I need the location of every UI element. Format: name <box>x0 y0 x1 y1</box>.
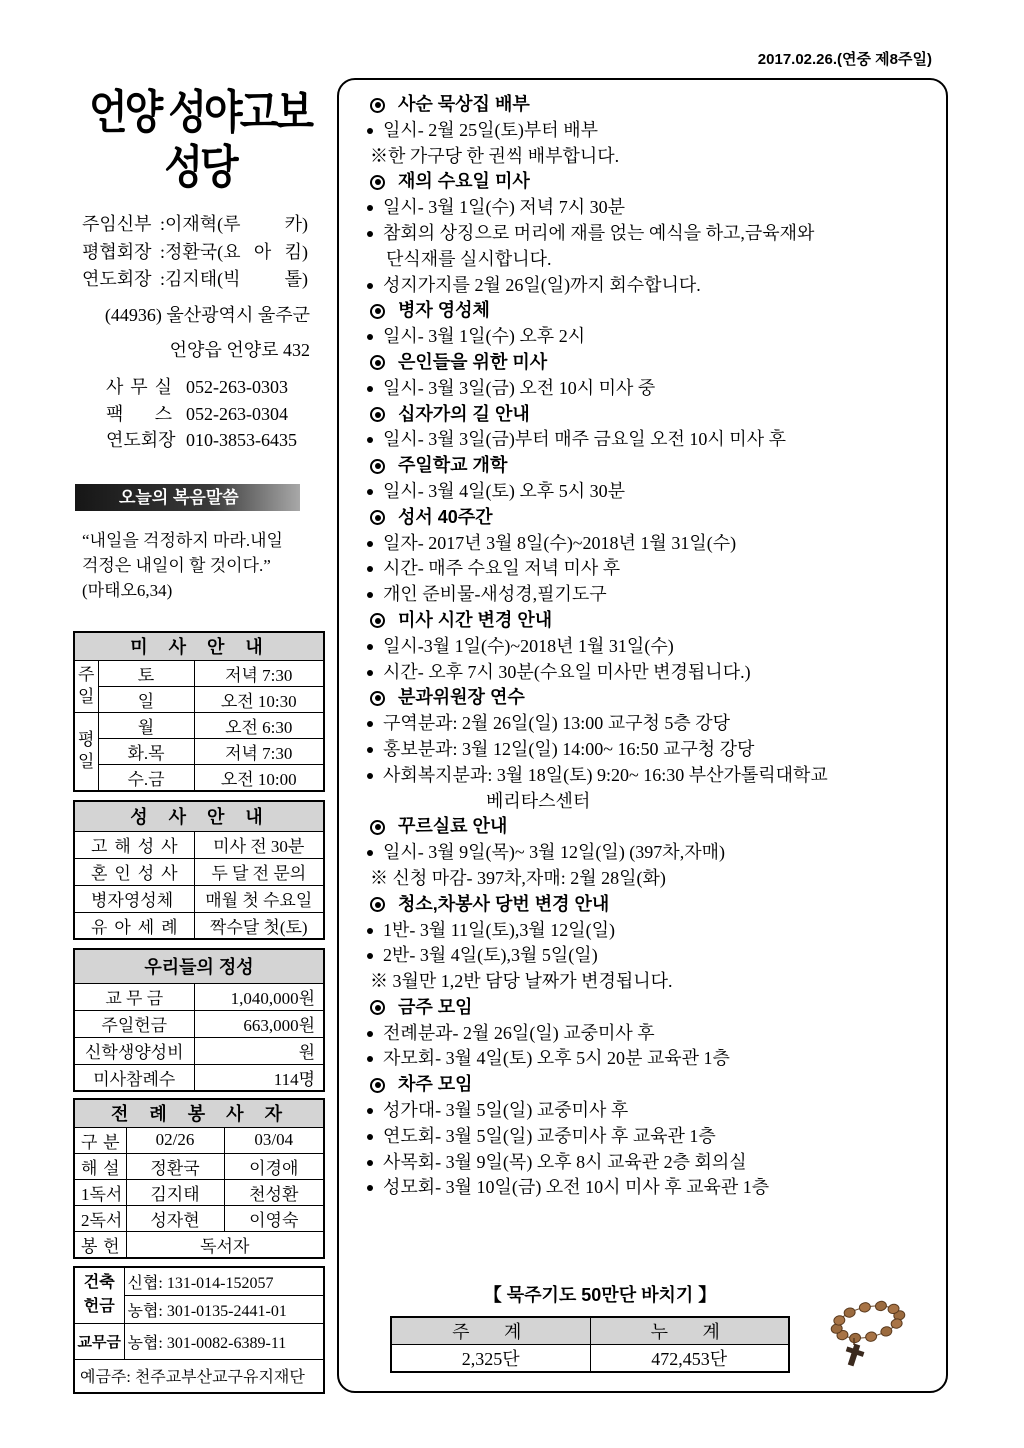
minister-role: 1독서 <box>74 1179 126 1205</box>
target-icon <box>370 897 385 912</box>
staff-list <box>82 211 308 294</box>
staff-role: 주임신부 <box>82 214 152 234</box>
gospel-reference: (마태오6,34) <box>82 581 173 600</box>
staff-name: :김지태(빅 톨) <box>160 269 308 289</box>
mass-group-label: 주일 <box>78 665 95 706</box>
rosary-cumulative-total: 472,453단 <box>590 1345 789 1373</box>
notice-line <box>362 918 942 944</box>
notice-title: 주일학교 개학 <box>398 455 508 476</box>
mass-time: 저녁 7:30 <box>194 738 324 764</box>
staff-role: 연도회장 <box>82 269 152 289</box>
notice-line <box>362 943 942 969</box>
rosary-weekly-total: 2,325단 <box>391 1345 590 1373</box>
parish-dues-label-text: 교무금 <box>77 1333 121 1351</box>
offerings-title: 우리들의 정성 <box>74 949 324 983</box>
notice-title: 성서 40주간 <box>398 506 493 527</box>
notice-line <box>362 324 942 350</box>
target-icon <box>370 510 385 525</box>
notice-text: 전례분과- 2월 26일(일) 교중미사 후 <box>383 1022 655 1043</box>
notice-heading <box>362 995 942 1021</box>
bullet-icon <box>367 747 373 753</box>
notice-heading <box>362 1072 942 1098</box>
ministers-title: 전 례 봉 사 자 <box>74 1099 324 1127</box>
mass-time: 오전 6:30 <box>194 712 324 738</box>
target-icon <box>370 691 385 706</box>
bullet-icon <box>367 128 373 134</box>
notice-line <box>362 376 942 402</box>
notice-text: 자모회- 3월 4일(토) 오후 5시 20분 교육관 1층 <box>383 1048 730 1069</box>
notice-heading <box>362 453 942 479</box>
target-icon <box>370 613 385 628</box>
target-icon <box>370 459 385 474</box>
mass-time: 오전 10:00 <box>194 764 324 791</box>
notice-title: 금주 모임 <box>398 996 473 1017</box>
parish-title-line1: 언양 성야고보 <box>89 87 311 139</box>
target-icon <box>370 355 385 370</box>
notice-text: 개인 준비물-새성경,필기도구 <box>383 584 607 605</box>
bullet-icon <box>367 592 373 598</box>
rosary-campaign-title: 【 묵주기도 50만단 바치기 】 <box>483 1285 717 1305</box>
offering-amount: 663,000원 <box>194 1010 324 1037</box>
notice-text: 구역분과: 2월 26일(일) 13:00 교구청 5층 강당 <box>383 713 731 734</box>
notice-text: 일시- 3월 9일(목)~ 3월 12일(일) (397차,자매) <box>383 842 725 863</box>
notice-section <box>362 892 942 995</box>
notice-text: 1반- 3월 11일(토),3월 12일(일) <box>383 919 616 940</box>
notice-line <box>362 1098 942 1124</box>
notice-line <box>362 273 942 299</box>
notice-text: 일시- 3월 1일(수) 오후 2시 <box>383 326 586 347</box>
mass-day: 화.목 <box>98 738 194 764</box>
mass-day: 월 <box>98 712 194 738</box>
target-icon <box>370 175 385 190</box>
mass-day: 토 <box>98 660 194 686</box>
sacraments-table <box>73 800 325 940</box>
staff-row <box>82 211 308 239</box>
minister-name: 이경애 <box>224 1153 324 1179</box>
bullet-icon <box>367 1185 373 1191</box>
target-icon <box>370 98 385 113</box>
bullet-icon <box>367 1031 373 1037</box>
notice-heading <box>362 402 942 428</box>
bullet-icon <box>367 283 373 289</box>
sacrament-name: 병자영성체 <box>74 885 194 912</box>
target-icon <box>370 820 385 835</box>
contact-number: 052-263-0303 <box>186 377 288 397</box>
notice-line <box>362 1124 942 1150</box>
notice-line <box>362 556 942 582</box>
offering-name: 교 무 금 <box>74 983 194 1010</box>
mass-day: 일 <box>98 686 194 712</box>
minister-role: 2독서 <box>74 1205 126 1231</box>
notice-line <box>362 479 942 505</box>
notice-text: 일시- 2월 25일(토)부터 배부 <box>383 119 598 140</box>
ministers-column-header: 03/04 <box>224 1127 324 1153</box>
bullet-icon <box>367 566 373 572</box>
notice-title: 분과위원장 연수 <box>398 687 525 708</box>
offering-name: 주일헌금 <box>74 1010 194 1037</box>
rosary-loop <box>827 1298 909 1349</box>
notice-heading <box>362 169 942 195</box>
notice-line <box>362 660 942 686</box>
offering-amount: 114명 <box>194 1064 324 1091</box>
notice-section <box>362 350 942 402</box>
notice-text: 베리타스센터 <box>486 790 591 811</box>
bullet-icon <box>367 644 373 650</box>
sacrament-name: 유 아 세 례 <box>74 912 194 939</box>
notice-text: 시간- 오후 7시 30분(수요일 미사만 변경됩니다.) <box>383 661 751 682</box>
notice-text: 2반- 3월 4일(토),3월 5일(일) <box>383 945 598 966</box>
notice-heading <box>362 608 942 634</box>
bank-account: 신협: 131-014-152057 <box>124 1267 324 1295</box>
rosary-bead <box>859 1302 872 1313</box>
notices-list <box>362 92 942 1201</box>
notice-heading <box>362 92 942 118</box>
notice-title: 차주 모임 <box>398 1074 473 1095</box>
notice-text: 홍보분과: 3월 12일(일) 14:00~ 16:50 교구청 강당 <box>383 738 755 759</box>
minister-role: 해 설 <box>74 1153 126 1179</box>
bullet-icon <box>367 489 373 495</box>
sacrament-info: 짝수달 첫(토) <box>194 912 324 939</box>
staff-name: :정환국(요 아 킴) <box>160 241 308 262</box>
target-icon <box>370 304 385 319</box>
notice-text: 일시- 3월 3일(금) 오전 10시 미사 중 <box>383 377 656 398</box>
rosary-bead <box>875 1300 888 1311</box>
bullet-icon <box>367 1134 373 1140</box>
notice-heading <box>362 892 942 918</box>
notice-title: 꾸르실료 안내 <box>398 816 508 837</box>
mass-day: 수.금 <box>98 764 194 791</box>
notice-text: ※한 가구당 한 권씩 배부합니다. <box>370 145 620 166</box>
mass-schedule-title: 미 사 안 내 <box>74 632 324 660</box>
rosary-bead <box>849 1332 862 1343</box>
bullet-icon <box>367 953 373 959</box>
mass-group-weekday <box>74 712 98 791</box>
notice-title: 은인들을 위한 미사 <box>398 351 548 372</box>
rosary-image <box>824 1298 912 1370</box>
notice-title: 병자 영성체 <box>398 300 490 321</box>
notice-text: 성가대- 3월 5일(일) 교중미사 후 <box>383 1100 629 1121</box>
notice-line <box>362 221 942 247</box>
sacrament-info: 두 달 전 문의 <box>194 858 324 885</box>
notice-section <box>362 92 942 169</box>
bullet-icon <box>367 1160 373 1166</box>
bank-accounts-table <box>73 1266 325 1394</box>
notice-line <box>362 1046 942 1072</box>
minister-name: 정환국 <box>126 1153 224 1179</box>
notice-section <box>362 995 942 1072</box>
contact-list <box>106 374 297 454</box>
notice-text: 성지가지를 2월 26일(일)까지 회수합니다. <box>383 274 701 295</box>
minister-name: 김지태 <box>126 1179 224 1205</box>
notice-line <box>362 711 942 737</box>
building-fund-label-text: 건축헌금 <box>83 1274 115 1316</box>
notice-line <box>362 763 942 789</box>
notice-section <box>362 169 942 298</box>
contact-number: 052-263-0304 <box>186 403 288 424</box>
address-line2: 언양읍 언양로 432 <box>169 340 310 360</box>
notice-line <box>362 531 942 557</box>
notice-heading <box>362 298 942 324</box>
notice-text: 참회의 상징으로 머리에 재를 얹는 예식을 하고,금육재와 <box>383 222 815 243</box>
notice-line <box>362 789 942 815</box>
sacrament-name: 고 해 성 사 <box>74 831 194 858</box>
rosary-campaign-table <box>390 1316 790 1373</box>
notice-line <box>362 634 942 660</box>
contact-row <box>106 374 297 401</box>
bullet-icon <box>367 928 373 934</box>
target-icon <box>370 1000 385 1015</box>
notice-text: 성모회- 3월 10일(금) 오전 10시 미사 후 교육관 1층 <box>383 1177 770 1198</box>
bullet-icon <box>367 850 373 856</box>
gospel-line: “내일을 걱정하지 마라.내일 <box>82 531 283 550</box>
account-holder: 예금주: 천주교부산교구유지재단 <box>74 1359 324 1393</box>
notice-text: ※ 신청 마감- 397차,자매: 2월 28일(화) <box>370 867 666 888</box>
bank-account: 농협: 301-0082-6389-11 <box>124 1323 324 1359</box>
mass-time: 저녁 7:30 <box>194 660 324 686</box>
notice-title: 재의 수요일 미사 <box>398 171 530 192</box>
bullet-icon <box>367 231 373 237</box>
rosary-bead <box>865 1331 878 1342</box>
notice-section <box>362 685 942 814</box>
minister-role: 봉 헌 <box>74 1231 126 1258</box>
sacraments-title: 성 사 안 내 <box>74 801 324 831</box>
notice-section <box>362 814 942 891</box>
notice-text: 일시- 3월 1일(수) 저녁 7시 30분 <box>383 197 625 218</box>
notice-heading <box>362 350 942 376</box>
notice-text: 일시-3월 1일(수)~2018년 1월 31일(수) <box>383 635 674 656</box>
notice-text: 사회복지분과: 3월 18일(토) 9:20~ 16:30 부산가톨릭대학교 <box>383 764 828 785</box>
parish-dues-label <box>74 1323 124 1359</box>
target-icon <box>370 407 385 422</box>
notice-text: 일시- 3월 3일(금)부터 매주 금요일 오전 10시 미사 후 <box>383 429 786 450</box>
bullet-icon <box>367 205 373 211</box>
target-icon <box>370 1078 385 1093</box>
staff-row <box>82 239 308 267</box>
notice-line <box>362 118 942 144</box>
minister-name: 이영숙 <box>224 1205 324 1231</box>
notice-line <box>362 582 942 608</box>
notice-line <box>362 737 942 763</box>
sacrament-info: 미사 전 30분 <box>194 831 324 858</box>
rosary-bead <box>880 1326 893 1337</box>
mass-group-sunday <box>74 660 98 712</box>
mass-time: 오전 10:30 <box>194 686 324 712</box>
notice-line <box>362 247 942 273</box>
notice-heading <box>362 505 942 531</box>
gospel-heading: 오늘의 복음말씀 <box>75 484 300 511</box>
contact-row <box>106 427 297 454</box>
bullet-icon <box>367 541 373 547</box>
minister-name: 독서자 <box>126 1231 324 1258</box>
offering-amount: 1,040,000원 <box>194 983 324 1010</box>
notice-title: 사순 묵상집 배부 <box>398 94 530 114</box>
bullet-icon <box>367 1108 373 1114</box>
staff-name: :이재혁(루 카) <box>160 214 308 234</box>
offerings-table <box>73 948 325 1092</box>
notice-text: 연도회- 3월 5일(일) 교중미사 후 교육관 1층 <box>383 1125 716 1146</box>
notice-title: 청소,차봉사 당번 변경 안내 <box>398 893 610 914</box>
gospel-line: 걱정은 내일이 할 것이다.” <box>82 556 271 575</box>
building-fund-label <box>74 1267 124 1323</box>
notice-text: 일시- 3월 4일(토) 오후 5시 30분 <box>383 480 625 501</box>
notice-line <box>362 840 942 866</box>
parish-title <box>78 86 322 196</box>
sacrament-name: 혼 인 성 사 <box>74 858 194 885</box>
minister-name: 천성환 <box>224 1179 324 1205</box>
offering-name: 미사참례수 <box>74 1064 194 1091</box>
notice-heading <box>362 685 942 711</box>
address-line1: (44936) 울산광역시 울주군 <box>104 305 310 325</box>
notice-title: 십자가의 길 안내 <box>398 403 530 424</box>
notice-text: ※ 3월만 1,2반 담당 날짜가 변경됩니다. <box>370 971 673 992</box>
bullet-icon <box>367 334 373 340</box>
bullet-icon <box>367 670 373 676</box>
notice-section <box>362 402 942 454</box>
contact-label: 연도회장 <box>106 430 176 450</box>
rosary-bead <box>843 1307 856 1318</box>
bank-account: 농협: 301-0135-2441-01 <box>124 1295 324 1323</box>
notice-line <box>362 866 942 892</box>
mass-group-label: 평일 <box>78 730 95 771</box>
notice-text: 일자- 2017년 3월 8일(수)~2018년 1월 31일(수) <box>383 532 737 553</box>
notice-text: 시간- 매주 수요일 저녁 미사 후 <box>383 558 621 579</box>
notice-line <box>362 427 942 453</box>
staff-row <box>82 266 308 294</box>
bullet-icon <box>367 721 373 727</box>
notice-section <box>362 1072 942 1201</box>
bullet-icon <box>367 773 373 779</box>
mass-schedule-table <box>73 631 325 792</box>
staff-role: 평협회장 <box>82 241 152 262</box>
notice-line <box>362 144 942 170</box>
notice-line <box>362 1021 942 1047</box>
notice-line <box>362 969 942 995</box>
notice-section <box>362 505 942 608</box>
parish-address <box>80 298 310 368</box>
rosary-column-header: 주 계 <box>391 1317 590 1345</box>
notice-section <box>362 298 942 350</box>
sacrament-info: 매월 첫 수요일 <box>194 885 324 912</box>
notice-text: 사목회- 3월 9일(목) 오후 8시 교육관 2층 회의실 <box>383 1151 747 1172</box>
offering-name: 신학생양성비 <box>74 1037 194 1064</box>
ministers-column-header: 구 분 <box>74 1127 126 1153</box>
crucifix-icon <box>842 1342 866 1368</box>
gospel-quote <box>82 528 283 603</box>
bullet-icon <box>367 437 373 443</box>
notice-section <box>362 453 942 505</box>
notice-text: 단식재를 실시합니다. <box>386 248 552 269</box>
notice-line <box>362 195 942 221</box>
liturgy-ministers-table <box>73 1098 325 1259</box>
minister-name: 성자현 <box>126 1205 224 1231</box>
contact-label: 사 무 실 <box>106 377 172 397</box>
rosary-column-header: 누 계 <box>590 1317 789 1345</box>
notice-title: 미사 시간 변경 안내 <box>398 609 553 630</box>
bullet-icon <box>367 1056 373 1062</box>
offering-amount: 원 <box>194 1037 324 1064</box>
contact-row <box>106 401 297 428</box>
contact-label: 팩 스 <box>106 403 172 424</box>
notice-section <box>362 608 942 685</box>
notice-line <box>362 1175 942 1201</box>
ministers-column-header: 02/26 <box>126 1127 224 1153</box>
parish-title-line2: 성당 <box>164 142 236 194</box>
notice-heading <box>362 814 942 840</box>
bullet-icon <box>367 386 373 392</box>
contact-number: 010-3853-6435 <box>186 430 297 450</box>
bulletin-date: 2017.02.26.(연중 제8주일) <box>757 51 932 68</box>
notice-line <box>362 1150 942 1176</box>
